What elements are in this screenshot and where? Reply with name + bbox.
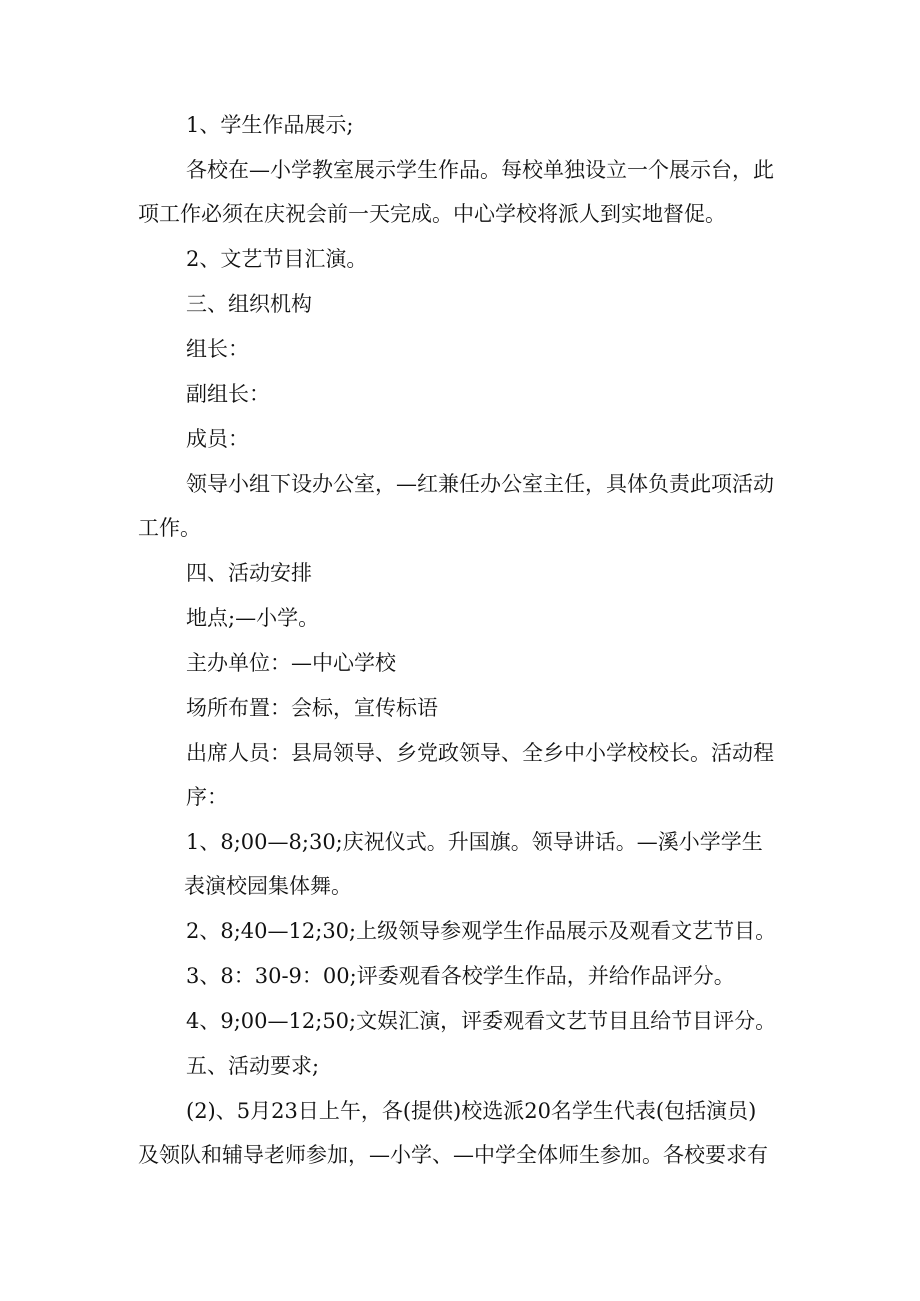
document-body (138, 110, 788, 1171)
paragraph-line: 成员： (186, 427, 249, 451)
paragraph-line: 主办单位：—中心学校 (186, 651, 396, 675)
paragraph-line: 3、8：30-9：00;评委观看各校学生作品，并给作品评分。 (186, 964, 735, 988)
paragraph-line: 1、学生作品展示; (186, 113, 354, 137)
paragraph-line: 序： (186, 785, 228, 809)
section-heading: 四、活动安排 (186, 561, 312, 585)
paragraph-line: 项工作必须在庆祝会前一天完成。中心学校将派人到实地督促。 (138, 202, 726, 226)
paragraph-line: 1、8;00—8;30;庆祝仪式。升国旗。领导讲话。—溪小学学生 (186, 830, 763, 854)
paragraph-line: 各校在—小学教室展示学生作品。每校单独设立一个展示台，此 (186, 158, 774, 182)
paragraph-line: 领导小组下设办公室，—红兼任办公室主任，具体负责此项活动 (186, 472, 774, 496)
section-heading: 三、组织机构 (186, 292, 312, 316)
section-heading: 五、活动要求; (186, 1054, 320, 1078)
paragraph-line: (2)、5月23日上午，各(提供)校选派20名学生代表(包括演员) (186, 1099, 757, 1123)
paragraph-line: 出席人员：县局领导、乡党政领导、全乡中小学校校长。活动程 (186, 741, 774, 765)
paragraph-line: 表演校园集体舞。 (184, 874, 352, 898)
paragraph-line: 2、8;40—12;30;上级领导参观学生作品展示及观看文艺节目。 (186, 919, 777, 943)
paragraph-line: 工作。 (138, 516, 201, 540)
paragraph-line: 2、文艺节目汇演。 (186, 247, 368, 271)
paragraph-line: 组长： (186, 337, 249, 361)
paragraph-line: 地点;—小学。 (186, 606, 320, 630)
paragraph-line: 场所布置：会标，宣传标语 (186, 696, 438, 720)
paragraph-line: 4、9;00—12;50;文娱汇演，评委观看文艺节目且给节目评分。 (186, 1009, 777, 1033)
paragraph-line: 副组长： (186, 382, 270, 406)
paragraph-line: 及领队和辅导老师参加，—小学、—中学全体师生参加。各校要求有 (138, 1143, 768, 1167)
